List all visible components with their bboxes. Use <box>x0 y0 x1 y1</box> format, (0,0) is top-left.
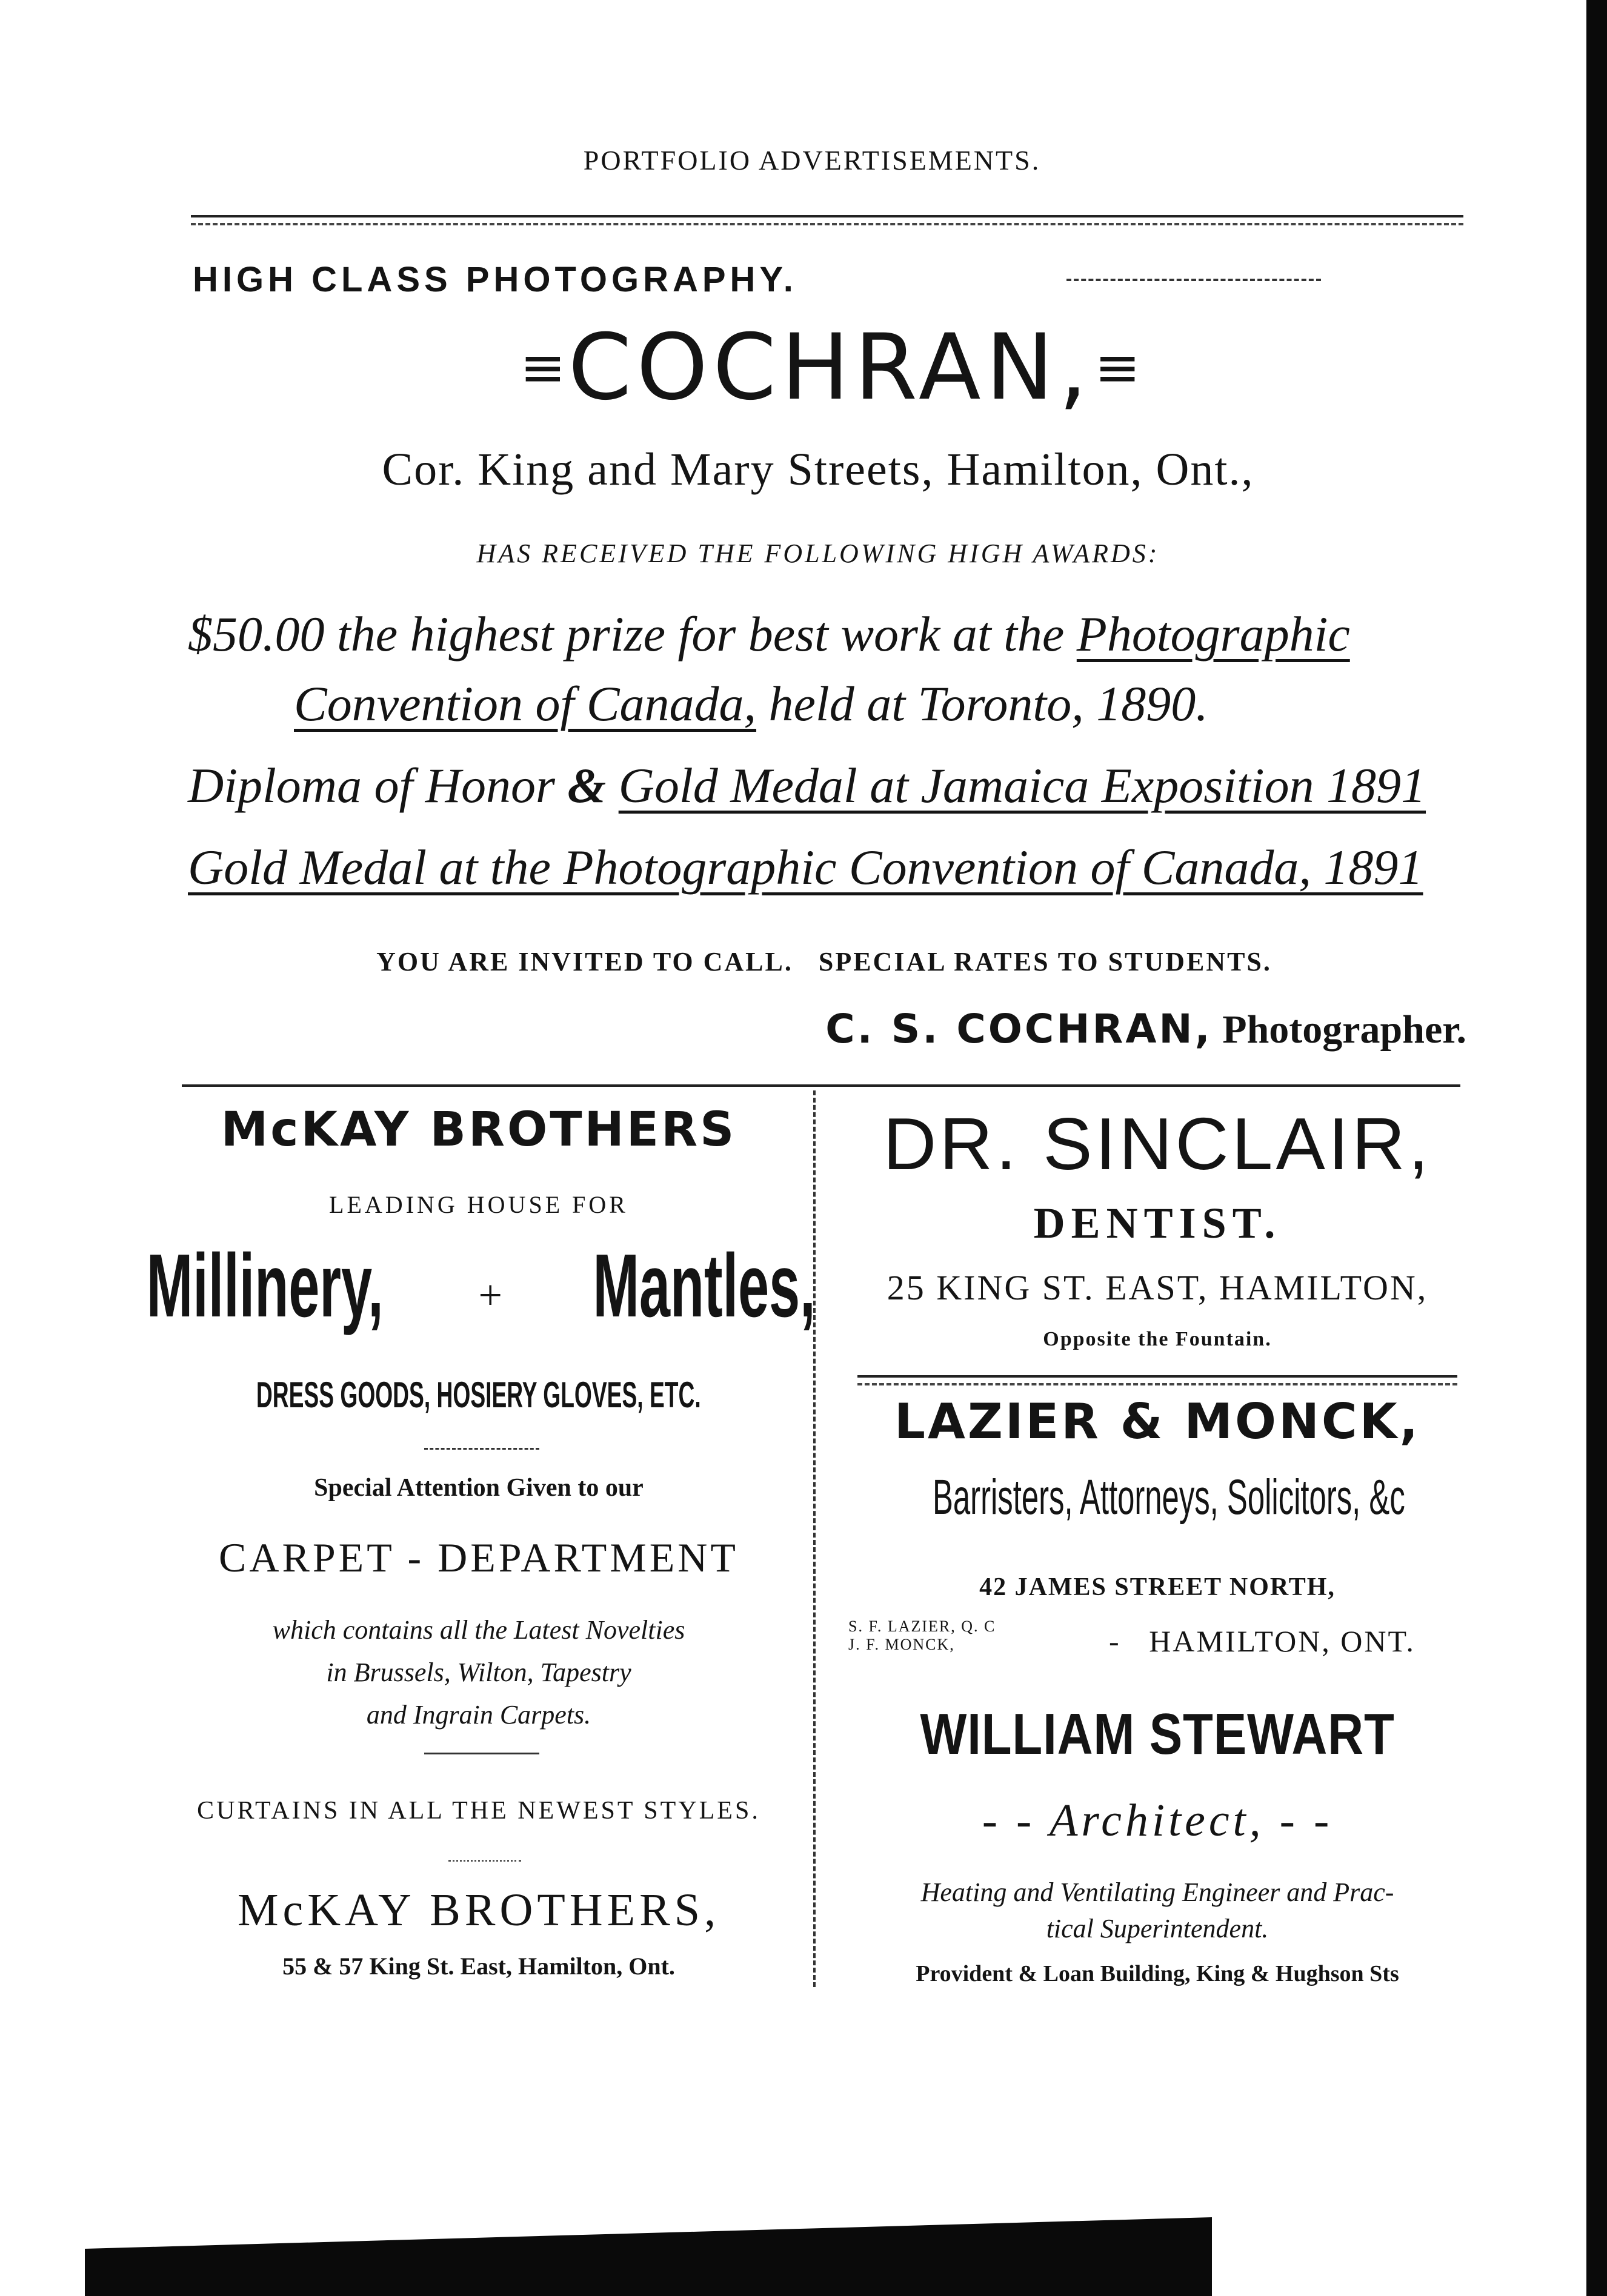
right-edge-shadow <box>1586 0 1607 2296</box>
header-rule-bottom <box>191 223 1463 225</box>
lazier-name: LAZIER & MONCK, <box>894 1393 1421 1450</box>
lazier-professions <box>788 1469 1527 1526</box>
lazier-address: 42 JAMES STREET NORTH, <box>979 1573 1336 1601</box>
stewart-profession: - - Architect, - - <box>982 1795 1333 1846</box>
cochran-signature <box>545 1006 1466 1053</box>
stewart-desc-1: Heating and Ventilating Engineer and Prac- <box>920 1877 1394 1907</box>
sinclair-profession: DENTIST. <box>1033 1199 1282 1247</box>
award-3 <box>188 839 1466 896</box>
signature-name: C. S. COCHRAN, <box>825 1006 1213 1052</box>
award-1-convention: Convention of Canada, <box>294 676 757 731</box>
mckay-desc-2: in Brussels, Wilton, Tapestry <box>326 1657 631 1687</box>
column-divider <box>813 1090 816 1987</box>
mckay-desc-1: which contains all the Latest Novelties <box>272 1615 685 1645</box>
section-divider <box>182 1084 1460 1087</box>
flourish-left-icon: ≡ <box>520 336 566 400</box>
mckay-short-rule-2 <box>424 1753 539 1754</box>
mckay-attention: Special Attention Given to our <box>314 1474 644 1502</box>
mckay-footer-address: 55 & 57 King St. East, Hamilton, Ont. <box>282 1953 675 1980</box>
award-2-amp: & <box>567 758 607 813</box>
signature-role: Photographer. <box>1212 1007 1466 1052</box>
award-2-medal: Gold Medal at Jamaica Exposition 1891 <box>618 758 1426 813</box>
lazier-city: - HAMILTON, ONT. <box>1109 1624 1416 1658</box>
lazier-partner-2: J. F. MONCK, <box>848 1636 955 1653</box>
award-3-text: Gold Medal at the Photographic Convention of Canada, 1891 <box>188 840 1423 895</box>
mckay-subtitle: LEADING HOUSE FOR <box>329 1191 628 1218</box>
cochran-name: COCHRAN, <box>568 315 1093 420</box>
cochran-invitation: YOU ARE INVITED TO CALL. SPECIAL RATES TO STUDENTS. <box>376 947 1272 977</box>
stewart-desc-2: tical Superintendent. <box>1046 1914 1269 1943</box>
stewart-name: WILLIAM STEWART <box>920 1702 1395 1767</box>
sinclair-divider-2 <box>857 1383 1457 1385</box>
professions-text: Barristers, Attorneys, Solicitors, &c <box>932 1470 1405 1525</box>
stewart-address: Provident & Loan Building, King & Hughson Sts <box>916 1961 1399 1986</box>
bottom-edge-shadow <box>85 2217 1212 2296</box>
mckay-goods <box>85 1374 873 1416</box>
mckay-headline <box>61 1235 897 1338</box>
mckay-department: CARPET - DEPARTMENT <box>219 1535 739 1581</box>
goods-text: DRESS GOODS, HOSIERY GLOVES, ETC. <box>256 1375 701 1415</box>
flourish-right-icon: ≡ <box>1094 336 1140 400</box>
mckay-curtains: CURTAINS IN ALL THE NEWEST STYLES. <box>197 1797 760 1825</box>
award-1-line-2 <box>294 675 1385 732</box>
mckay-footer-name: McKAY BROTHERS, <box>237 1885 720 1936</box>
award-1-location: held at Toronto, 1890. <box>756 676 1208 731</box>
page-title: PORTFOLIO ADVERTISEMENTS. <box>583 145 1041 176</box>
mckay-title: McKAY BROTHERS <box>221 1103 737 1157</box>
sinclair-divider <box>857 1375 1457 1378</box>
cross-ornament-icon: + <box>478 1272 502 1319</box>
award-1-text: $50.00 the highest prize for best work at the <box>188 606 1077 662</box>
mckay-desc-3: and Ingrain Carpets. <box>366 1700 591 1730</box>
cochran-address: Cor. King and Mary Streets, Hamilton, Ont., <box>382 444 1254 495</box>
award-1-line-1 <box>188 606 1466 663</box>
headline-mantles: Mantles, <box>593 1236 816 1336</box>
sinclair-address: 25 KING ST. EAST, HAMILTON, <box>887 1268 1428 1307</box>
cochran-heading <box>364 315 1297 424</box>
mckay-short-rule <box>424 1448 539 1450</box>
awards-heading: HAS RECEIVED THE FOLLOWING HIGH AWARDS: <box>476 539 1160 568</box>
award-1-underlined: Photographic <box>1076 606 1350 662</box>
sinclair-name: DR. SINCLAIR, <box>883 1103 1432 1185</box>
sinclair-note: Opposite the Fountain. <box>1043 1328 1272 1350</box>
headline-millinery: Millinery, <box>146 1236 384 1336</box>
header-rule-top <box>191 215 1463 217</box>
cochran-tagline: HIGH CLASS PHOTOGRAPHY. <box>193 260 797 299</box>
award-2-text: Diploma of Honor <box>188 758 568 813</box>
tagline-dash-rule <box>1066 279 1321 281</box>
mckay-dot-rule <box>448 1860 521 1862</box>
award-2 <box>188 757 1466 814</box>
lazier-partner-1: S. F. LAZIER, Q. C <box>848 1617 996 1635</box>
